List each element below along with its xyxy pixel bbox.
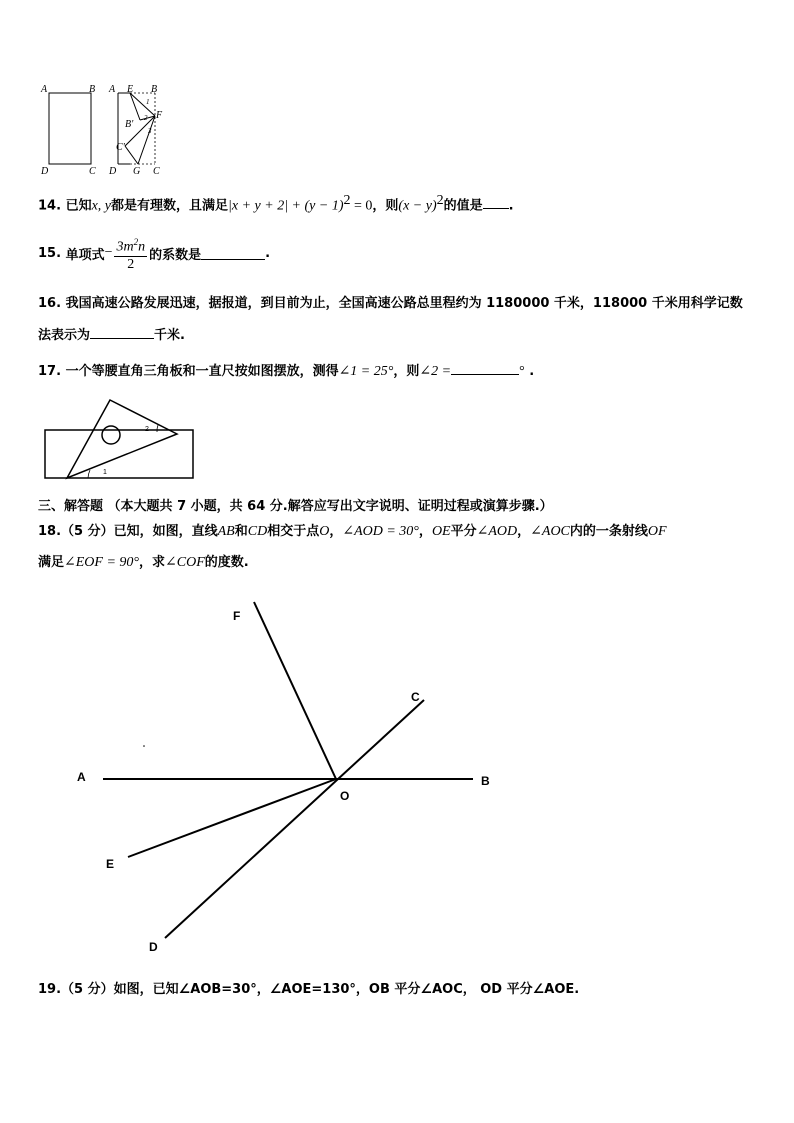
- q16-text-2a: 法表示为: [38, 328, 91, 343]
- label-f: F: [233, 609, 241, 623]
- label-two: 2: [144, 114, 148, 122]
- question-18: [38, 520, 667, 540]
- label-d2: D: [109, 166, 117, 177]
- label-a2: A: [109, 84, 116, 95]
- q18-text-8: 内的一条射线: [569, 524, 648, 539]
- angle-2-arc: [157, 425, 158, 432]
- angle-label-2: 2: [145, 426, 149, 433]
- triangle-hole: [102, 426, 120, 444]
- question-18-line-2: [38, 551, 249, 571]
- q18-ray-oe: OE: [431, 524, 451, 539]
- question-number: 14.: [38, 198, 62, 214]
- q18-ray-of: OF: [647, 524, 667, 539]
- label-three: 3: [148, 127, 152, 135]
- question-score: （5 分）: [61, 524, 114, 539]
- q14-exponent: 2: [343, 193, 351, 208]
- q17-period: .: [529, 364, 535, 379]
- label-o: O: [340, 789, 350, 803]
- question-number: 16.: [38, 296, 62, 311]
- question-14: [38, 193, 514, 214]
- q15-text-1: 单项式: [65, 247, 105, 263]
- question-number: 15.: [38, 245, 62, 261]
- answer-blank[interactable]: [201, 247, 265, 260]
- intersecting-lines-figure: [0, 590, 794, 960]
- answer-blank[interactable]: [451, 362, 519, 375]
- q18-text-line2a: 满足: [38, 555, 65, 570]
- q14-text-4: 的值是: [443, 198, 483, 214]
- ray-oe: [128, 779, 336, 857]
- question-15: [38, 234, 270, 273]
- label-a: A: [41, 84, 48, 95]
- q18-text-line2b: ，求: [139, 555, 166, 570]
- q17-angle-2: ∠2 =: [419, 364, 452, 379]
- question-number: 17.: [38, 364, 62, 379]
- rectangle-abcd: [49, 93, 91, 164]
- q15-numerator-tail: n: [138, 239, 146, 255]
- label-c: C: [411, 690, 420, 704]
- q18-text-1: 已知，如图，直线: [113, 524, 218, 539]
- question-17: [38, 360, 534, 380]
- section-3-header: [38, 495, 553, 514]
- q16-line-1: 我国高速公路发展迅速，据报道，到目前为止，全国高速公路总里程约为 1180000 千米，118000 千米用科学记数: [65, 296, 743, 311]
- q18-point-o: O: [319, 524, 330, 539]
- q18-text-line2c: 的度数.: [204, 555, 249, 570]
- answer-blank[interactable]: [90, 326, 154, 339]
- q17-text-1: 一个等腰直角三角板和一直尺按如图摆放，测得: [65, 364, 339, 379]
- q16-text-2b: 千米.: [154, 328, 185, 343]
- triangle-ruler-figure: [40, 394, 200, 482]
- q18-angle-aod: ∠AOD = 30°: [342, 524, 419, 539]
- q14-equals: = 0: [350, 198, 373, 214]
- q18-text-6: 平分: [450, 524, 477, 539]
- answer-blank[interactable]: [483, 196, 509, 209]
- label-e: E: [106, 857, 115, 871]
- label-c-prime: C': [116, 142, 125, 153]
- q14-expression: |x + y + 2| + (y − 1): [228, 198, 344, 214]
- label-a: A: [77, 770, 86, 784]
- label-d: D: [149, 940, 158, 954]
- q14-exponent-2: 2: [436, 193, 444, 208]
- q18-angle-aod-2: ∠AOD: [476, 524, 518, 539]
- label-one: 1: [146, 98, 150, 106]
- q14-text-2: 都是有理数，且满足: [111, 198, 229, 214]
- q19-text: （5 分）如图，已知∠AOB=30°，∠AOE=130°，OB 平分∠AOC， OD 平分∠AOE.: [61, 982, 580, 997]
- q15-numerator-exponent: 2: [133, 237, 139, 247]
- triangle-set-square: [67, 400, 177, 478]
- q15-denominator: 2: [127, 256, 135, 272]
- q14-vars: x, y: [91, 198, 112, 214]
- rectangle-fold-figure: [30, 78, 180, 178]
- q14-period: .: [508, 198, 514, 214]
- angle-1-arc: [88, 470, 90, 478]
- label-e: E: [127, 84, 134, 95]
- label-b: B: [481, 774, 490, 788]
- q17-degree: °: [519, 364, 525, 379]
- label-g: G: [133, 166, 141, 177]
- label-b-prime: B': [125, 119, 134, 130]
- label-c2: C: [153, 166, 160, 177]
- section-description: （本大题共 7 小题，共 64 分.解答应写出文字说明、证明过程或演算步骤.）: [107, 499, 553, 514]
- q14-expression-2: (x − y): [398, 198, 437, 214]
- line-cd: [165, 700, 424, 938]
- q18-line-cd: CD: [247, 524, 268, 539]
- q18-line-ab: AB: [217, 524, 235, 539]
- label-b2: B: [151, 84, 158, 95]
- label-f: F: [156, 110, 163, 121]
- label-b: B: [89, 84, 96, 95]
- q17-text-2: ，则: [393, 364, 420, 379]
- question-16: [38, 292, 743, 311]
- q15-numerator: 3m: [116, 239, 134, 255]
- q18-text-7: ，: [517, 524, 531, 539]
- q18-text-3: 相交于点: [267, 524, 320, 539]
- q18-text-5: ，: [418, 524, 432, 539]
- question-19: [38, 978, 579, 997]
- question-number: 18.: [38, 524, 62, 539]
- question-number: 19.: [38, 982, 62, 997]
- q14-text-3: ，则: [372, 198, 399, 214]
- q15-period: .: [265, 245, 271, 261]
- label-d: D: [41, 166, 49, 177]
- angle-label-1: 1: [103, 469, 107, 476]
- q18-angle-eof: ∠EOF = 90°: [64, 555, 140, 570]
- q18-angle-cof: ∠COF: [165, 555, 205, 570]
- q17-angle-1: ∠1 = 25°: [338, 364, 394, 379]
- q18-text-2: 和: [234, 524, 248, 539]
- ray-of: [254, 602, 336, 779]
- q15-fraction: [114, 234, 147, 273]
- q15-text-2: 的系数是: [149, 247, 202, 263]
- section-title: 三、解答题: [38, 499, 104, 514]
- q18-text-4: ，: [329, 524, 343, 539]
- stray-dot: [143, 745, 145, 747]
- question-16-line-2: [38, 324, 185, 343]
- q15-minus-sign: −: [104, 245, 113, 261]
- q18-angle-aoc: ∠AOC: [530, 524, 570, 539]
- label-c: C: [89, 166, 96, 177]
- q14-text-1: 已知: [65, 198, 92, 214]
